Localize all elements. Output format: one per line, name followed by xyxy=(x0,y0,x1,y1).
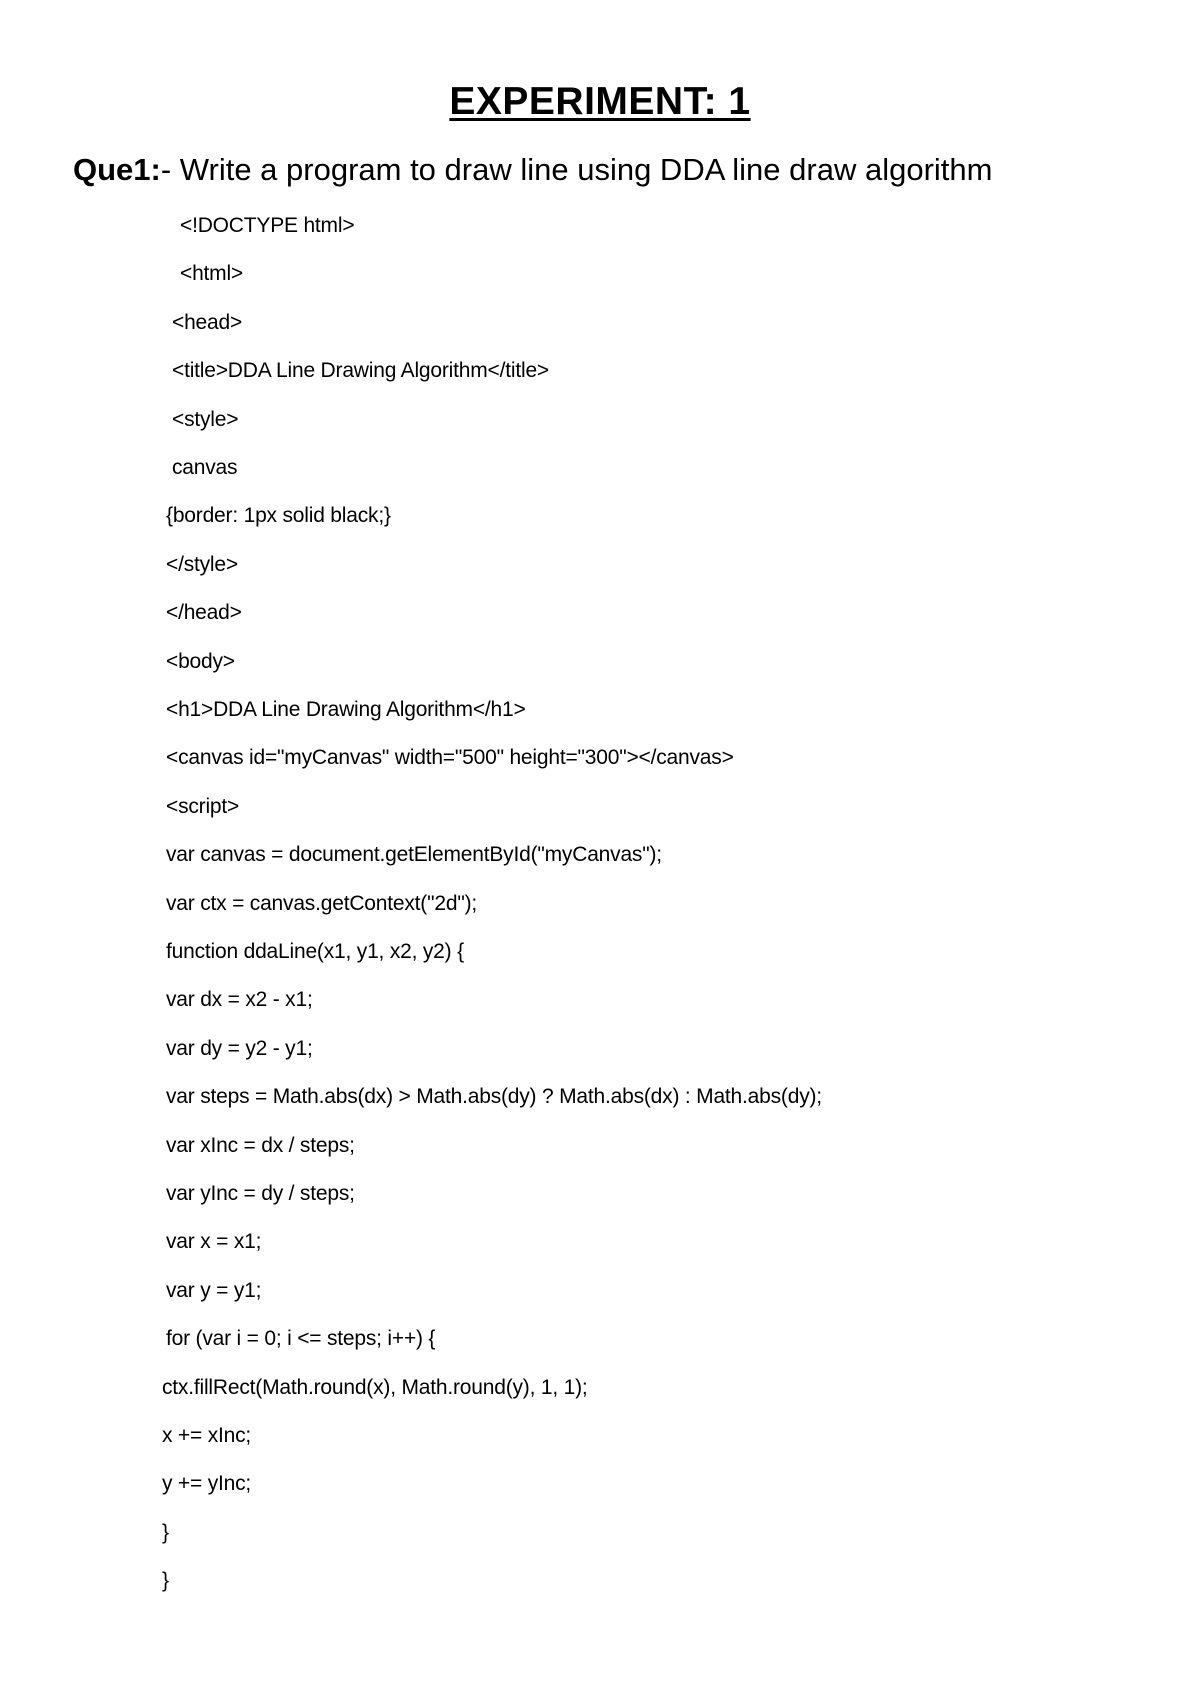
question-label: Que1: xyxy=(73,152,161,187)
code-line: for (var i = 0; i <= steps; i++) { xyxy=(166,1327,436,1350)
code-line: x += xInc; xyxy=(162,1424,252,1447)
code-line: </style> xyxy=(166,553,238,576)
code-line: ctx.fillRect(Math.round(x), Math.round(y), 1, 1); xyxy=(162,1376,588,1399)
code-line: var x = x1; xyxy=(166,1230,262,1253)
code-line: <style> xyxy=(172,408,239,431)
code-line: canvas xyxy=(172,456,238,479)
code-line: <!DOCTYPE html> xyxy=(180,214,355,237)
code-line: {border: 1px solid black;} xyxy=(166,504,391,527)
code-line: var xInc = dx / steps; xyxy=(166,1134,355,1157)
code-line: var y = y1; xyxy=(166,1279,262,1302)
heading-text: EXPERIMENT: 1 xyxy=(449,80,751,123)
code-line: var steps = Math.abs(dx) > Math.abs(dy) ? Math.abs(dx) : Math.abs(dy); xyxy=(166,1085,822,1108)
code-line: var dx = x2 - x1; xyxy=(166,988,313,1011)
code-line: <canvas id="myCanvas" width="500" height="300"></canvas> xyxy=(166,746,734,769)
code-line: var ctx = canvas.getContext("2d"); xyxy=(166,892,477,915)
code-line: } xyxy=(162,1521,169,1544)
code-line: function ddaLine(x1, y1, x2, y2) { xyxy=(166,940,464,963)
code-line: <script> xyxy=(166,795,240,818)
code-line: <body> xyxy=(166,650,235,673)
code-line: y += yInc; xyxy=(162,1472,252,1495)
code-line: } xyxy=(162,1569,169,1592)
question-text: - Write a program to draw line using DDA line draw algorithm xyxy=(160,152,993,187)
code-line: </head> xyxy=(166,601,242,624)
code-line: <html> xyxy=(180,262,243,285)
code-line: var dy = y2 - y1; xyxy=(166,1037,313,1060)
code-line: var canvas = document.getElementById("myCanvas"); xyxy=(166,843,662,866)
code-line: <title>DDA Line Drawing Algorithm</title> xyxy=(172,359,549,382)
code-line: var yInc = dy / steps; xyxy=(166,1182,355,1205)
code-line: <h1>DDA Line Drawing Algorithm</h1> xyxy=(166,698,526,721)
code-line: <head> xyxy=(172,311,243,334)
